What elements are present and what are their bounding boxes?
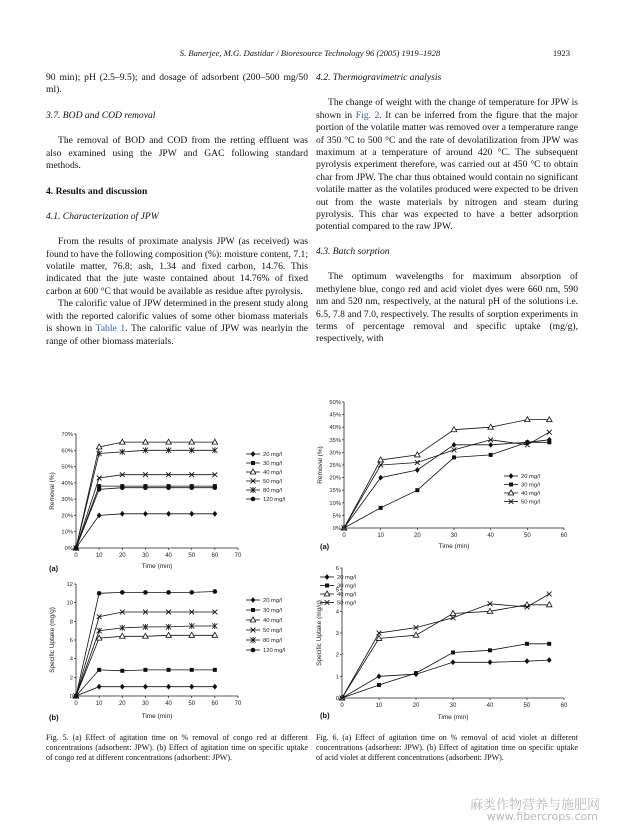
- data-point: [119, 633, 125, 638]
- legend-entry: 80 mg/l: [263, 488, 283, 494]
- series-50-mg-l: [340, 592, 552, 701]
- x-tick-label: 50: [523, 703, 531, 709]
- y-tick-label: 10: [66, 600, 73, 607]
- series-line: [76, 488, 215, 548]
- data-point: [166, 632, 172, 637]
- data-point: [166, 590, 171, 595]
- data-point: [189, 511, 194, 517]
- legend-entry: 30 mg/l: [521, 482, 541, 489]
- data-point: [547, 417, 553, 422]
- data-point: [488, 442, 493, 448]
- legend-entry: 20 mg/l: [263, 598, 283, 604]
- legend-entry: 20 mg/l: [263, 452, 283, 458]
- y-tick-label: 40%: [61, 480, 73, 487]
- x-tick-label: 0: [74, 701, 78, 707]
- y-tick-label: 2: [335, 652, 339, 659]
- series-line: [344, 420, 549, 528]
- data-point: [189, 485, 194, 490]
- data-point: [166, 485, 171, 490]
- x-tick-label: 60: [211, 553, 219, 559]
- series-line: [342, 660, 549, 698]
- x-tick-label: 40: [165, 553, 172, 559]
- series-line: [76, 670, 215, 696]
- y-tick-label: 50%: [329, 400, 341, 406]
- y-tick-label: 30%: [329, 450, 341, 457]
- y-tick-label: 4: [335, 609, 339, 616]
- data-point: [452, 442, 457, 448]
- data-point: [213, 589, 218, 594]
- data-point: [166, 684, 171, 690]
- paragraph-text: . It can be inferred from the figure that the major portion of the volatile matter was removed over a temperature range of 350 °C to 500 °C and the rate of devolatilization from JPW was maximum at a temperature of around 420 °C. The subsequent pyrolysis experiment therefore, was carried out at 450 °C to obtain char from JPW. The char thus obtained would contain no significant volatile matter as the volatiles produced were expected to be driven out from the waste materials by nitrogen and steam during pyrolysis. This char was expected to have a better adsorption potential compared to the raw JPW.: [316, 109, 579, 233]
- right-column: [316, 72, 578, 346]
- data-point: [488, 648, 492, 652]
- data-point: [120, 590, 125, 595]
- series-30-mg-l: [74, 668, 217, 698]
- x-axis-label: Time (min): [141, 713, 173, 720]
- section-heading-4: 4. Results and discussion: [46, 186, 148, 198]
- data-point: [451, 651, 455, 655]
- x-tick-label: 30: [449, 703, 457, 709]
- panel-label: (a): [49, 564, 59, 573]
- series-40-mg-l: [339, 602, 552, 700]
- legend-marker: [508, 490, 514, 495]
- paragraph-text: The calorific value of JPW determined in the present study along with the reported calorific values of some other biomass materials is shown in: [46, 298, 308, 335]
- fig6b-svg: [314, 562, 576, 724]
- series-30-mg-l: [74, 484, 217, 550]
- data-point: [212, 632, 218, 637]
- figure-6a: [314, 396, 576, 554]
- data-point: [143, 511, 148, 517]
- x-tick-label: 70: [234, 553, 242, 559]
- fig6a-svg: [314, 396, 576, 554]
- y-tick-label: 6: [69, 638, 73, 644]
- series-20-mg-l: [340, 657, 552, 701]
- section-heading-3-7: 3.7. BOD and COD removal: [46, 109, 156, 121]
- data-point: [377, 673, 382, 679]
- data-point: [488, 659, 493, 665]
- legend-marker: [251, 451, 256, 457]
- x-tick-label: 20: [118, 701, 126, 707]
- y-tick-label: 35%: [329, 437, 341, 444]
- x-axis-label: Time (min): [141, 563, 173, 570]
- x-tick-label: 20: [413, 533, 421, 539]
- legend-marker: [250, 617, 256, 622]
- y-tick-label: 50%: [61, 464, 73, 471]
- figure-6b: [314, 562, 576, 724]
- x-tick-label: 60: [560, 703, 568, 709]
- x-tick-label: 70: [234, 701, 242, 707]
- data-point: [120, 511, 125, 517]
- y-axis-label: Removal (%): [317, 446, 324, 484]
- data-point: [120, 684, 125, 690]
- legend-marker: [509, 483, 513, 487]
- legend-entry: 40 mg/l: [263, 470, 283, 476]
- y-tick-label: 6: [335, 566, 339, 572]
- data-point: [212, 439, 218, 444]
- x-tick-label: 50: [188, 553, 196, 559]
- legend-marker: [250, 469, 256, 474]
- series-line: [342, 594, 549, 698]
- data-point: [415, 452, 421, 457]
- data-point: [452, 455, 456, 459]
- x-tick-label: 30: [142, 701, 149, 707]
- legend-entry: 50 mg/l: [263, 479, 283, 485]
- data-point: [97, 487, 102, 492]
- data-point: [120, 485, 125, 490]
- y-tick-label: 20%: [61, 513, 73, 520]
- x-tick-label: 0: [342, 533, 346, 539]
- legend-entry: 120 mg/l: [263, 497, 286, 503]
- fig-2-link[interactable]: Fig. 2: [355, 109, 380, 121]
- watermark-url: www.fibercrops.com: [486, 810, 598, 823]
- series-line: [344, 440, 549, 528]
- data-point: [452, 447, 457, 452]
- figure-5-caption: Fig. 5. (a) Effect of agitation time on % removal of congo red at different concentrations (adsorbent: JPW). (b) Effect of agitation time on specific uptake of congo red at different concentrations (adsorbent: JPW).: [46, 733, 308, 762]
- data-point: [190, 668, 194, 672]
- table-1-link[interactable]: Table 1: [95, 323, 126, 335]
- data-point: [143, 633, 149, 638]
- data-point: [189, 439, 195, 444]
- data-point: [74, 546, 79, 551]
- x-axis-label: Time (min): [438, 543, 470, 550]
- panel-label: (a): [320, 542, 330, 551]
- x-tick-label: 60: [211, 701, 219, 707]
- series-30-mg-l: [342, 440, 551, 530]
- figure-5b: [48, 578, 304, 724]
- series-line: [76, 450, 215, 548]
- data-point: [414, 671, 418, 675]
- data-point: [525, 642, 529, 646]
- y-tick-label: 15%: [329, 488, 341, 495]
- data-point: [379, 506, 383, 510]
- running-head: S. Banerjee, M.G. Dastidar / Bioresource Technology 96 (2005) 1919–1928: [179, 48, 441, 58]
- legend-marker: [509, 473, 514, 479]
- x-tick-label: 40: [165, 701, 172, 707]
- y-tick-label: 5%: [332, 513, 341, 520]
- fig5b-svg: [48, 578, 304, 724]
- data-point: [547, 642, 551, 646]
- y-axis-label: Specific Uptake (mg/g): [49, 607, 56, 673]
- data-point: [489, 453, 493, 457]
- panel-label: (b): [320, 711, 330, 720]
- legend: [246, 451, 285, 503]
- series-line: [342, 644, 549, 698]
- series-line: [344, 432, 549, 528]
- series-line: [76, 514, 215, 548]
- x-tick-label: 60: [560, 533, 568, 539]
- x-tick-label: 10: [95, 553, 103, 559]
- legend-entry: 30 mg/l: [263, 608, 283, 614]
- x-tick-label: 40: [487, 533, 495, 539]
- y-axis-label: Specific Uptake (mg/g): [316, 600, 323, 666]
- legend-entry: 50 mg/l: [337, 600, 357, 607]
- series-20-mg-l: [74, 511, 218, 551]
- y-tick-label: 0%: [332, 526, 341, 532]
- paragraph: The optimum wavelengths for maximum absorption of methylene blue, congo red and acid violet dyes were 660 nm, 590 nm and 520 nm, respectively, at the natural pH of the solutions i.e. 6.5, 7.8 and 7.0, respectively. The results of sorption experiments in terms of percentage removal and specific uptake (mg/g), respectively, with: [316, 271, 578, 345]
- data-point: [97, 684, 102, 690]
- figure-5a: [48, 428, 304, 574]
- series-120-mg-l: [74, 485, 217, 550]
- data-point: [377, 683, 381, 687]
- legend-entry: 120 mg/l: [263, 648, 286, 654]
- legend-marker: [251, 597, 256, 603]
- legend-marker: [251, 497, 256, 502]
- paragraph: [46, 298, 308, 348]
- legend-entry: 50 mg/l: [263, 628, 283, 634]
- y-tick-label: 0: [335, 696, 339, 702]
- x-tick-label: 30: [450, 533, 458, 539]
- legend-marker: [251, 461, 255, 465]
- y-tick-label: 10%: [329, 500, 341, 507]
- figure-6-caption: Fig. 6. (a) Effect of agitation time on % removal of acid violet at different concentrations (adsorbent: JPW). (b) Effect of agitation time on specific uptake of acid violet at different concentrations (adsorbent: JPW).: [316, 733, 578, 762]
- y-tick-label: 60%: [61, 448, 73, 455]
- y-tick-label: 12: [66, 582, 73, 588]
- data-point: [212, 511, 217, 517]
- data-point: [143, 485, 148, 490]
- x-tick-label: 20: [412, 703, 420, 709]
- y-tick-label: 45%: [329, 412, 341, 419]
- legend-entry: 40 mg/l: [337, 592, 357, 598]
- y-tick-label: 3: [335, 631, 339, 637]
- x-tick-label: 50: [188, 701, 196, 707]
- x-tick-label: 40: [486, 703, 494, 709]
- legend-entry: 80 mg/l: [263, 638, 283, 644]
- y-tick-label: 70%: [61, 432, 73, 438]
- y-tick-label: 4: [69, 656, 73, 663]
- paragraph: From the results of proximate analysis JPW (as received) was found to have the following composition (%): moisture content, 7.1; volatile matter, 76.8; ash, 1.34 and fixed carbon, 14.76. This indicated that the jute waste contained about 14.76% of fixed carbon at 600 °C that would be available as residue after pyrolysis.: [46, 236, 308, 297]
- data-point: [143, 668, 147, 672]
- legend-marker: [251, 608, 255, 612]
- data-point: [167, 668, 171, 672]
- legend-marker: [251, 648, 256, 653]
- fig5a-svg: [48, 428, 304, 574]
- data-point: [97, 591, 102, 596]
- legend: [504, 473, 540, 505]
- legend-marker: [325, 584, 329, 588]
- y-tick-label: 5: [335, 587, 339, 594]
- data-point: [166, 439, 172, 444]
- data-point: [547, 440, 551, 444]
- data-point: [415, 467, 420, 473]
- x-tick-label: 0: [340, 703, 344, 709]
- data-point: [119, 439, 125, 444]
- series-120-mg-l: [74, 589, 217, 698]
- paragraph: 90 min); pH (2.5–9.5); and dosage of adsorbent (200–500 mg/50 ml).: [46, 72, 308, 96]
- legend-marker: [324, 591, 330, 596]
- data-point: [189, 632, 195, 637]
- data-point: [413, 632, 419, 637]
- x-tick-label: 0: [74, 553, 78, 559]
- data-point: [415, 488, 419, 492]
- left-column: [46, 72, 308, 348]
- series-40-mg-l: [73, 439, 217, 550]
- y-tick-label: 0%: [64, 546, 73, 552]
- y-tick-label: 2: [69, 675, 73, 682]
- data-point: [120, 669, 124, 673]
- data-point: [547, 430, 552, 435]
- legend-entry: 20 mg/l: [521, 474, 541, 480]
- data-point: [213, 485, 218, 490]
- x-axis-label: Time (min): [437, 714, 469, 721]
- legend-entry: 20 mg/l: [337, 575, 357, 581]
- section-heading-4-2: 4.2. Thermogravimetric analysis: [316, 72, 442, 83]
- y-tick-label: 40%: [329, 425, 341, 432]
- legend-entry: 30 mg/l: [337, 583, 357, 590]
- data-point: [143, 590, 148, 595]
- data-point: [213, 668, 217, 672]
- data-point: [212, 684, 217, 690]
- data-point: [525, 658, 530, 664]
- paragraph: The removal of BOD and COD from the retting effluent was also examined using the JPW and GAC following standard methods.: [46, 135, 308, 172]
- x-tick-label: 10: [95, 701, 103, 707]
- data-point: [546, 602, 552, 607]
- x-tick-label: 30: [142, 553, 149, 559]
- paragraph: [316, 97, 578, 233]
- section-heading-4-3: 4.3. Batch sorption: [316, 245, 390, 257]
- x-tick-label: 20: [118, 553, 126, 559]
- watermark-cn: 麻类作物营养与施肥网: [469, 798, 600, 813]
- data-point: [143, 439, 149, 444]
- panel-label: (b): [49, 713, 59, 722]
- data-point: [166, 511, 171, 517]
- page-number: 1923: [552, 48, 570, 58]
- data-point: [547, 592, 552, 597]
- x-tick-label: 10: [377, 533, 385, 539]
- legend-marker: [325, 574, 330, 580]
- y-tick-label: 25%: [329, 463, 341, 469]
- paragraph-text: . The calorific value of JPW was nearlyin the range of other biomass materials.: [46, 323, 309, 347]
- legend-entry: 30 mg/l: [263, 461, 283, 467]
- series-line: [342, 605, 549, 698]
- x-tick-label: 10: [375, 703, 383, 709]
- legend-entry: 40 mg/l: [521, 491, 541, 497]
- data-point: [189, 590, 194, 595]
- y-tick-label: 20%: [329, 475, 341, 482]
- y-tick-label: 1: [335, 674, 339, 681]
- legend-entry: 40 mg/l: [263, 618, 283, 624]
- y-tick-label: 30%: [61, 497, 73, 504]
- y-tick-label: 10%: [61, 529, 73, 536]
- data-point: [189, 684, 194, 690]
- legend-entry: 50 mg/l: [521, 499, 541, 506]
- y-tick-label: 8: [69, 619, 73, 626]
- data-point: [97, 668, 101, 672]
- x-tick-label: 50: [523, 533, 531, 539]
- section-heading-4-1: 4.1. Characterization of JPW: [46, 210, 159, 222]
- data-point: [74, 694, 79, 699]
- y-axis-label: Removal (%): [49, 472, 56, 510]
- data-point: [143, 684, 148, 690]
- data-point: [547, 657, 552, 663]
- data-point: [525, 417, 531, 422]
- paragraph-text: The change of weight with the change of temperature for JPW is shown in: [316, 97, 578, 121]
- y-tick-label: 0: [69, 694, 73, 700]
- data-point: [451, 659, 456, 665]
- legend: [246, 597, 285, 654]
